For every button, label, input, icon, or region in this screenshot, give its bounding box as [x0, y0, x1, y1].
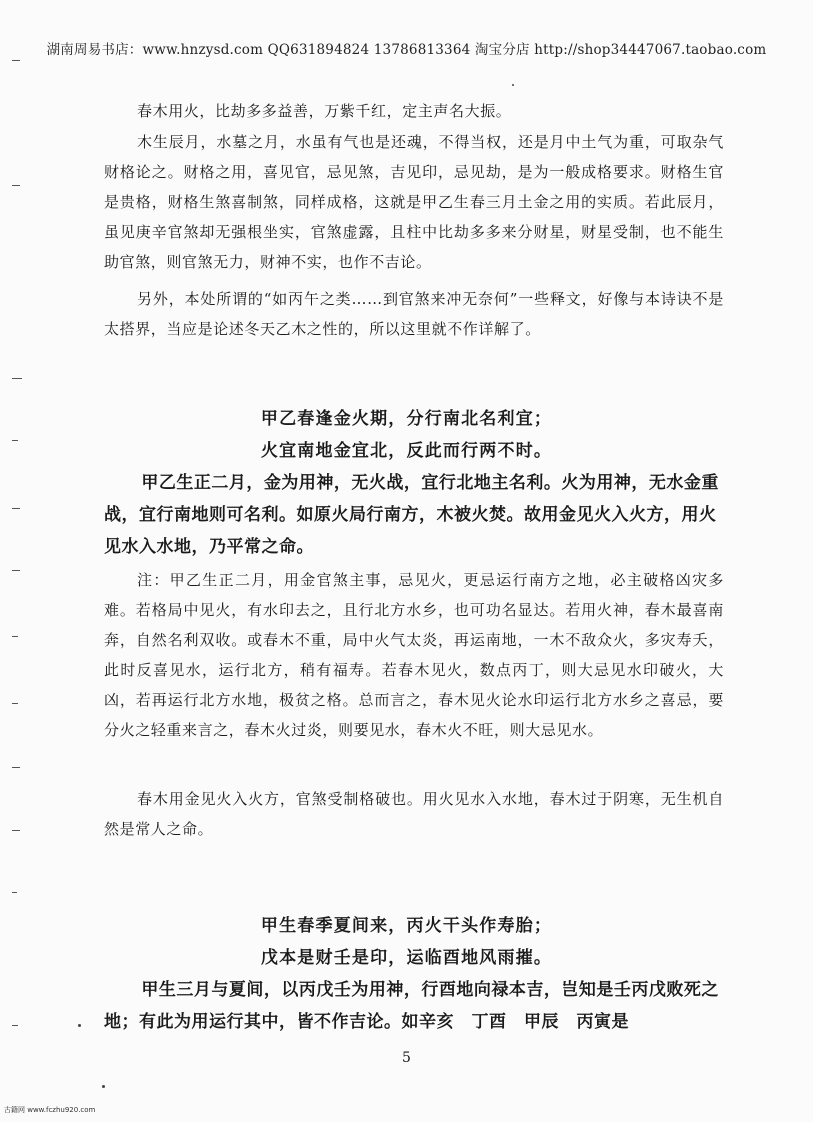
scan-speck — [512, 84, 514, 86]
footer-watermark: 古籍网 www.fczhu920.com — [4, 1106, 96, 1114]
verse-heading: 甲生春季夏间来，丙火干头作寿胎； — [260, 916, 553, 936]
scan-mark — [12, 830, 20, 831]
verse-explanation: 甲乙生正二月，金为用神，无火战，宜行北地主名利。火为用神，无水金重战，宜行南地则可名利。如原火局行南方，木被火焚。故用金见火入火方，用火见水入水地，乃平常之命。 — [104, 473, 719, 557]
page-number: 5 — [402, 1050, 411, 1066]
paragraph: 春木用金见火入火方，官煞受制格破也。用火见水入水地，春木过于阴寒，无生机自然是常人之命。 — [104, 790, 724, 838]
scan-mark — [12, 508, 20, 509]
verse-heading: 戊本是财壬是印，运临酉地风雨摧。 — [260, 948, 553, 968]
scan-speck — [102, 1085, 105, 1088]
paragraph: 另外，本处所谓的“如丙午之类……到官煞来冲无奈何”一些释文，好像与本诗诀不是太搭界，当应是论述冬天乙木之性的，所以这里就不作详解了。 — [104, 290, 724, 338]
scan-mark — [12, 570, 20, 571]
scan-mark — [12, 767, 20, 768]
verse-heading: 火宜南地金宜北，反此而行两不时。 — [260, 441, 553, 461]
verse-explanation: 甲生三月与夏间，以丙戊壬为用神，行酉地向禄本吉，岂知是壬丙戊败死之地；有此为用运行其中，皆不作吉论。如辛亥 丁酉 甲辰 丙寅是 — [104, 980, 719, 1032]
scan-mark — [12, 892, 17, 893]
scan-speck — [78, 1024, 81, 1027]
verse-heading: 甲乙春逢金火期，分行南北名利宜； — [260, 409, 553, 429]
scan-mark — [12, 1025, 18, 1026]
scan-mark — [12, 703, 18, 704]
scan-mark — [12, 185, 20, 186]
paragraph: 木生辰月，水墓之月，水虽有气也是还魂，不得当权，还是月中土气为重，可取杂气财格论之。财格之用，喜见官，忌见煞，吉见印，忌见劫，是为一般成格要求。财格生官是贵格，财格生煞喜制煞，同样成格，这就是甲乙生春三月土金之用的实质。若此辰月，虽见庚辛官煞却无强根坐实，官煞虚露，且柱中比劫多多来分财星，财星受制，也不能生助官煞，则官煞无力，财神不实，也作不吉论。 — [104, 133, 724, 271]
page-header: 湖南周易书店：www.hnzysd.com QQ631894824 13786813364 淘宝分店 http://shop34447067.taobao.com — [46, 42, 767, 58]
scan-mark — [12, 636, 18, 637]
scan-mark — [12, 60, 20, 61]
scan-mark — [12, 378, 22, 379]
commentary-paragraph: 注：甲乙生正二月，用金官煞主事，忌见火，更忌运行南方之地，必主破格凶灾多难。若格局中见火，有水印去之，且行北方水乡，也可功名显达。若用火神，春木最喜南奔，自然名利双收。或春木不重，局中火气太炎，再运南地，一木不敌众火，多灾寿夭，此时反喜见水，运行北方，稍有福寿。若春木见火，数点丙丁，则大忌见水印破火，大凶，若再运行北方水地，极贫之格。总而言之，春木见火论水印运行北方水乡之喜忌，要分火之轻重来言之，春木火过炎，则要见水，春木火不旺，则大忌见水。 — [104, 571, 724, 739]
paragraph: 春木用火，比劫多多益善，万紫千红，定主声名大振。 — [137, 102, 512, 120]
